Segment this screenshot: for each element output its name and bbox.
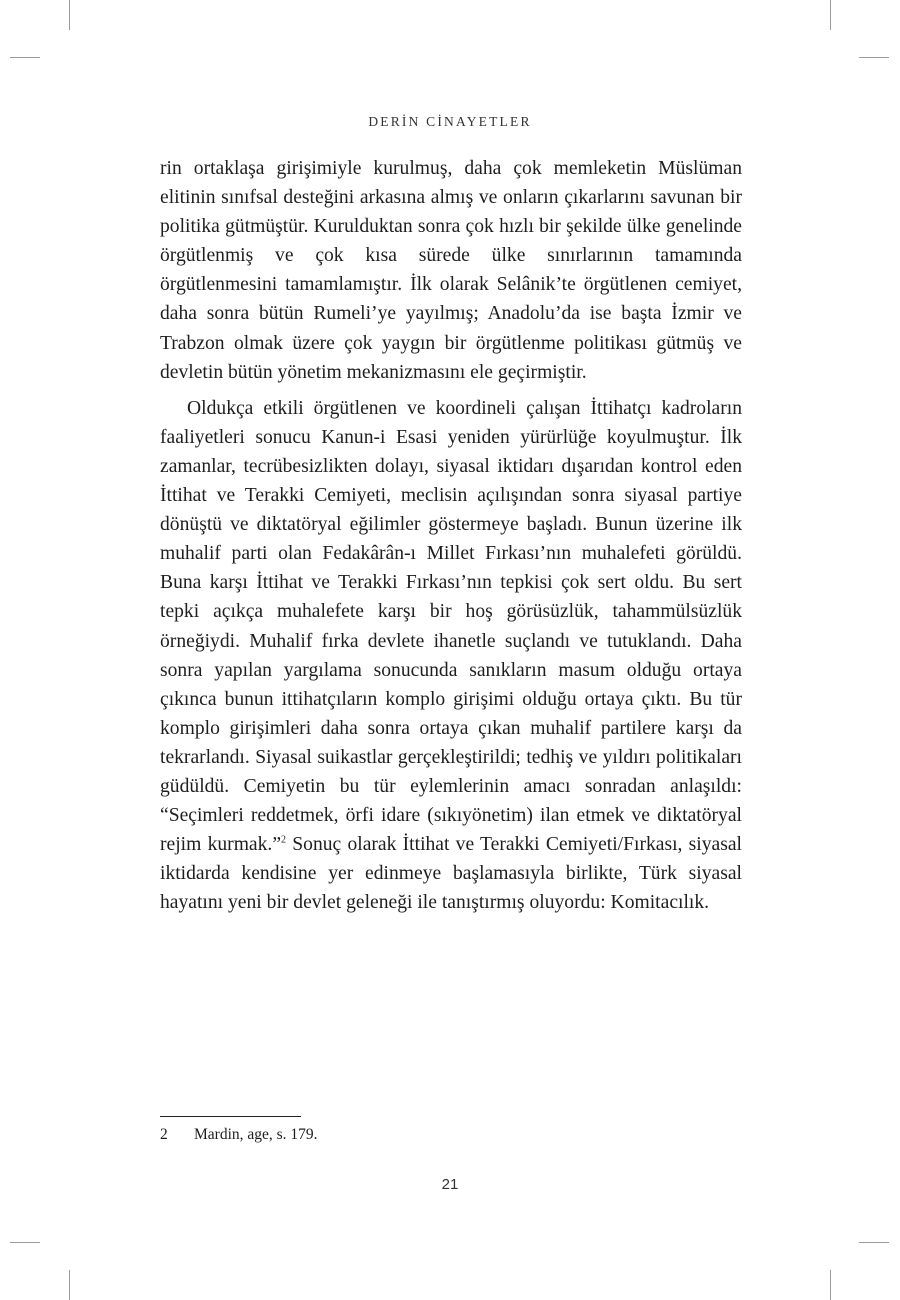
crop-mark-top-left (69, 0, 70, 30)
footnote-number: 2 (160, 1126, 168, 1143)
footnote-text: Mardin, age, s. 179. (194, 1126, 318, 1143)
footnote-divider (160, 1116, 301, 1117)
body-text (160, 154, 742, 917)
crop-mark-left-top (10, 57, 40, 58)
footnote (160, 1124, 318, 1146)
crop-mark-right-top (859, 57, 889, 58)
crop-mark-bottom-right (830, 1270, 831, 1300)
crop-mark-right-bottom (859, 1242, 889, 1243)
paragraph-2 (160, 394, 742, 918)
footnote-reference[interactable]: 2 (281, 834, 287, 846)
paragraph-2-text: Oldukça etkili örgütlenen ve koordineli çalışan İttihatçı kadroların faaliyetleri sonucu Kanun-i Esasi yeniden yürürlüğe koyulmuştur. İlk zamanlar, tecrübesizlikten dolayı, siyasal iktidarı dışarıdan kontrol eden İttihat ve Terakki Cemiyeti, meclisin açılışından sonra siyasal partiye dönüştü ve diktatöryal eğilimler göstermeye başladı. Bunun üzerine ilk muhalif parti olan Fedakârân-ı Millet Fırkası’nın muhalefeti görüldü. Buna karşı İttihat ve Terakki Fırkası’nın tepkisi çok sert oldu. Bu sert tepki açıkça muhalefete karşı bir hoş görüsüzlük, tahammülsüzlük örneğiydi. Muhalif fırka devlete ihanetle suçlandı ve tutuklandı. Daha sonra yapılan yargılama sonucunda sanıkların masum olduğu ortaya çıkınca bunun ittihatçıların komplo girişimi olduğu ortaya çıktı. Bu tür komplo girişimleri daha sonra ortaya çıkan muhalif partilere karşı da tekrarlandı. Siyasal suikastlar gerçekleştirildi; tedhiş ve yıldırı politikaları güdüldü. Cemiyetin bu tür eylemlerinin amacı sonradan anlaşıldı: “Seçimleri reddetmek, örfi idare (sıkıyönetim) ilan etmek ve diktatöryal rejim kurmak.” (160, 397, 742, 856)
paragraph-1: rin ortaklaşa girişimiyle kurulmuş, daha çok memleketin Müslüman elitinin sınıfsal desteğini arkasına almış ve onların çıkarlarını savunan bir politika gütmüştür. Kurulduktan sonra çok hızlı bir şekilde ülke genelinde örgütlenmiş ve çok kısa sürede ülke sınırlarının tamamında örgütlenmesini tamamlamıştır. İlk olarak Selânik’te örgütlenen cemiyet, daha sonra bütün Rumeli’ye yayılmış; Anadolu’da ise başta İzmir ve Trabzon olmak üzere çok yaygın bir örgütlenme politikası gütmüş ve devletin bütün yönetim mekanizmasını ele geçirmiştir. (160, 158, 742, 383)
crop-mark-left-bottom (10, 1242, 40, 1243)
running-title: DERİN CİNAYETLER (368, 114, 532, 129)
crop-mark-bottom-left (69, 1270, 70, 1300)
page-number: 21 (441, 1176, 459, 1193)
crop-mark-top-right (830, 0, 831, 30)
paragraph-2-continuation: Sonuç olarak İttihat ve Terakki Cemiyeti/Fırkası, siyasal iktidarda kendisine yer edinmeye başlamasıyla birlikte, Türk siyasal hayatını yeni bir devlet geleneği ile tanıştırmış oluyordu: Komitacılık. (160, 834, 742, 914)
